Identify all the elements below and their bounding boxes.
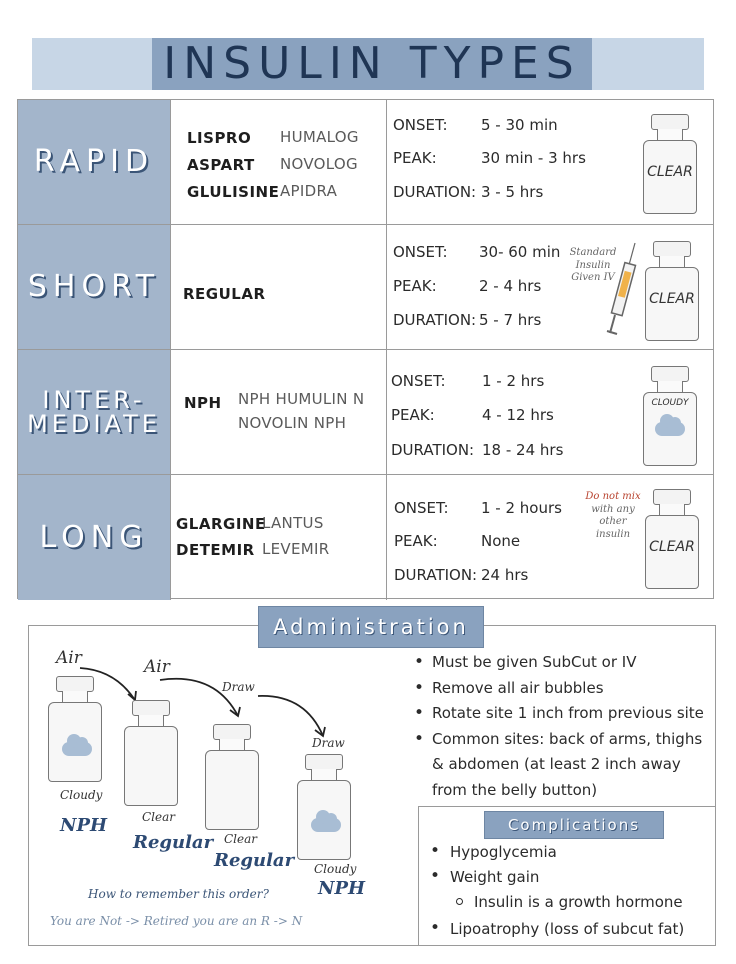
bullet-icon: • (430, 866, 441, 886)
drug-generic: GLARGINE (176, 515, 266, 533)
drug-cell (170, 100, 386, 224)
insulin-types-table (17, 99, 714, 599)
complication-item: Lipoatrophy (loss of subcut fat) (450, 920, 685, 938)
complications-title: Complications (507, 816, 641, 834)
type-name: RAPID (33, 144, 155, 179)
administration-header (258, 606, 484, 648)
duration-value: 18 - 24 hrs (482, 441, 564, 459)
drug-generic: REGULAR (183, 285, 266, 303)
type-row-intermediate (18, 350, 713, 475)
vial-state: Clear (224, 832, 258, 846)
onset-label: ONSET: (393, 116, 448, 134)
onset-value: 1 - 2 hours (481, 499, 562, 517)
do-not-mix-text: Do not mix (585, 491, 641, 502)
air-label: Air (144, 657, 170, 677)
vial-state: Clear (142, 810, 176, 824)
iv-note: Standard Insulin Given IV (569, 247, 617, 283)
duration-label: DURATION: (393, 311, 477, 329)
draw-label: Draw (312, 736, 345, 750)
onset-value: 30- 60 min (479, 243, 561, 261)
vial-state: Cloudy (60, 788, 103, 802)
type-name: SHORT (27, 269, 161, 304)
vial-label: CLEAR (647, 164, 693, 180)
drug-brand: NOVOLIN NPH (238, 414, 347, 432)
title-box (152, 38, 592, 90)
vial-name: Regular (214, 850, 295, 871)
drug-generic: ASPART (187, 156, 255, 174)
duration-label: DURATION: (393, 183, 477, 201)
vial-label: CLOUDY (651, 398, 689, 408)
vial-name: NPH (318, 878, 365, 899)
timing-cell (386, 225, 713, 349)
drug-brand: APIDRA (280, 182, 338, 200)
duration-value: 3 - 5 hrs (481, 183, 544, 201)
duration-value: 5 - 7 hrs (479, 311, 542, 329)
onset-value: 1 - 2 hrs (482, 372, 545, 390)
vial-icon (643, 366, 697, 466)
type-name-cell (18, 225, 170, 349)
onset-label: ONSET: (393, 243, 448, 261)
complication-subitem: Insulin is a growth hormone (474, 893, 683, 911)
cloud-icon (311, 818, 341, 832)
other-insulin-text: with any other insulin (591, 503, 635, 540)
drug-brand: LEVEMIR (262, 540, 330, 558)
peak-value: None (481, 532, 521, 550)
drug-brand: NOVOLOG (280, 155, 358, 173)
drug-brand: NPH HUMULIN N (238, 390, 365, 408)
timing-cell (386, 475, 713, 600)
vial-icon (645, 489, 699, 589)
vial-name: NPH (60, 815, 107, 836)
type-row-short (18, 225, 713, 350)
drug-brand: LANTUS (262, 514, 324, 532)
cloud-icon (62, 742, 92, 756)
drug-generic: DETEMIR (176, 541, 255, 559)
vial-state: Cloudy (314, 862, 357, 876)
peak-value: 4 - 12 hrs (482, 406, 554, 424)
vial-icon (205, 724, 259, 824)
drug-cell (170, 225, 386, 349)
peak-label: PEAK: (393, 277, 437, 295)
vial-icon (124, 700, 178, 800)
peak-label: PEAK: (391, 406, 435, 424)
type-name (27, 388, 161, 436)
administration-title: Administration (273, 615, 469, 639)
type-row-rapid (18, 100, 713, 225)
do-not-mix-note (585, 491, 641, 541)
admin-bullet: • Rotate site 1 inch from previous site (408, 701, 708, 727)
complication-item: Hypoglycemia (450, 843, 557, 861)
vial-icon (643, 114, 697, 214)
peak-value: 30 min - 3 hrs (481, 149, 586, 167)
vial-label: CLEAR (649, 291, 695, 307)
timing-cell (386, 350, 713, 474)
duration-label: DURATION: (394, 566, 478, 584)
drug-cell (170, 475, 386, 600)
drug-brand: HUMALOG (280, 128, 359, 146)
vial-name: Regular (133, 832, 214, 853)
type-name-cell (18, 100, 170, 224)
onset-label: ONSET: (394, 499, 449, 517)
mnemonic-question: How to remember this order? (88, 887, 269, 901)
drug-generic: NPH (184, 394, 222, 412)
syringe-icon (605, 241, 641, 337)
cloud-icon (655, 422, 685, 436)
peak-label: PEAK: (394, 532, 438, 550)
sub-bullet-icon (456, 898, 463, 905)
type-name-line1: INTER- (42, 386, 146, 414)
drug-generic: LISPRO (187, 129, 252, 147)
type-row-long (18, 475, 713, 600)
vial-icon (297, 754, 351, 854)
admin-bullet: • Must be given SubCut or IV (408, 650, 708, 676)
bullet-icon: • (430, 918, 441, 938)
administration-list (408, 650, 708, 803)
bullet-icon: • (430, 841, 441, 861)
drug-generic: GLULISINE (187, 183, 280, 201)
peak-value: 2 - 4 hrs (479, 277, 542, 295)
duration-value: 24 hrs (481, 566, 529, 584)
onset-label: ONSET: (391, 372, 446, 390)
timing-cell (386, 100, 713, 224)
page-title: INSULIN TYPES (163, 38, 581, 89)
admin-bullet: • Remove all air bubbles (408, 676, 708, 702)
type-name-line2: MEDIATE (27, 410, 161, 438)
type-name-cell (18, 350, 170, 474)
draw-label: Draw (222, 680, 255, 694)
vial-icon (645, 241, 699, 341)
vial-label: CLEAR (649, 539, 695, 555)
admin-bullet: • Common sites: back of arms, thighs & abdomen (at least 2 inch away from the belly button) (408, 727, 708, 804)
onset-value: 5 - 30 min (481, 116, 558, 134)
air-label: Air (56, 648, 82, 668)
complication-item: Weight gain (450, 868, 540, 886)
vial-icon (48, 676, 102, 776)
peak-label: PEAK: (393, 149, 437, 167)
type-name: LONG (39, 519, 149, 555)
type-name-cell (18, 475, 170, 600)
mnemonic-text: You are Not -> Retired you are an R -> N (50, 914, 303, 928)
complications-header (484, 811, 664, 839)
duration-label: DURATION: (391, 441, 475, 459)
drug-cell (170, 350, 386, 474)
